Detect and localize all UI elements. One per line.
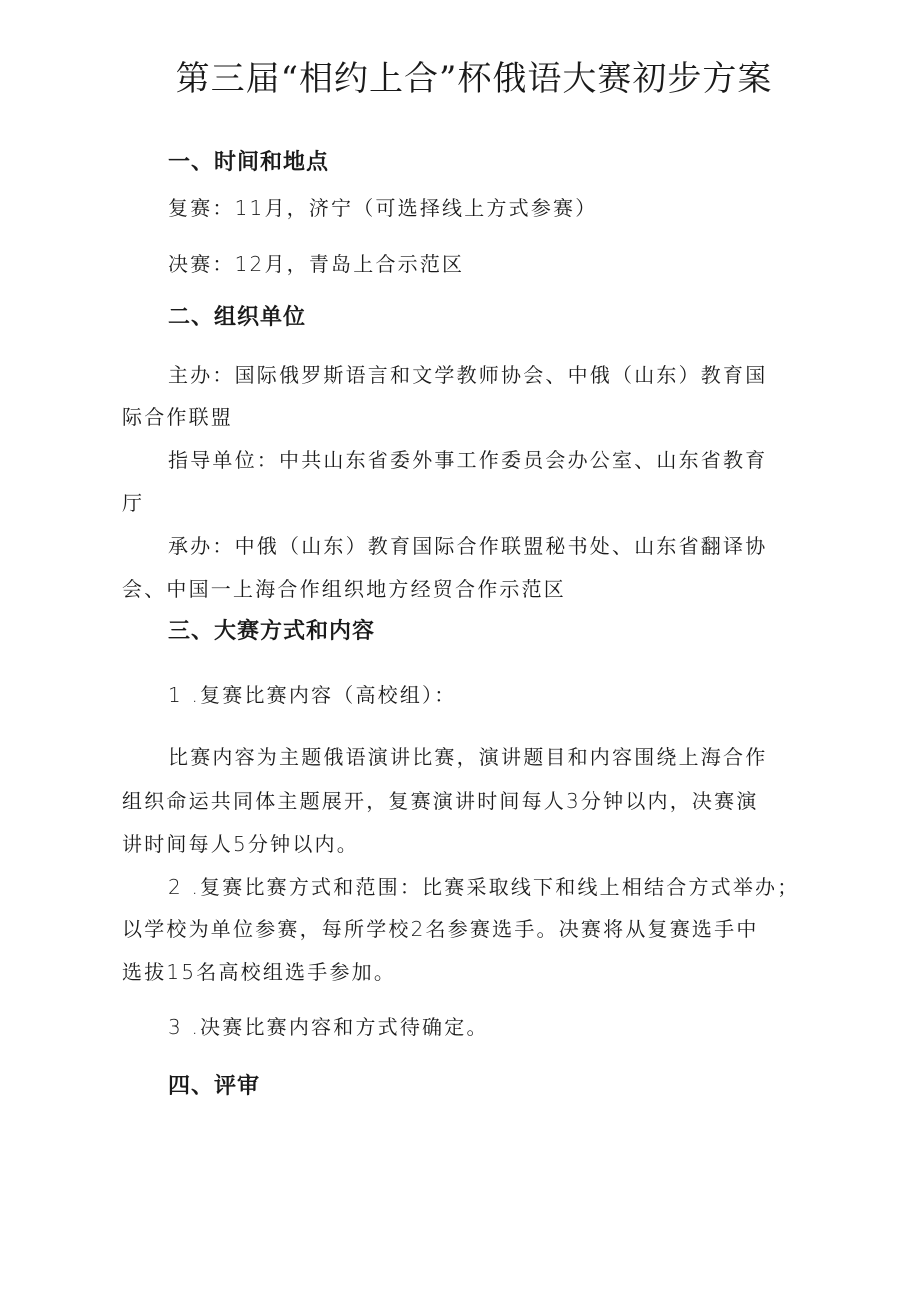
final-schedule-text: 决赛：12月，青岛上合示范区 xyxy=(168,252,465,276)
section-heading-time-place: 一、时间和地点 xyxy=(168,150,330,175)
content-para-line1: 比赛内容为主题俄语演讲比赛，演讲题目和内容围绕上海合作 xyxy=(168,745,768,769)
content-para-line2: 组织命运共同体主题展开，复赛演讲时间每人3分钟以内，决赛演 xyxy=(122,789,759,813)
document-title: 第三届“相约上合”杯俄语大赛初步方案 xyxy=(175,59,773,99)
host-text-line2: 际合作联盟 xyxy=(122,405,233,429)
content-para-line3: 讲时间每人5分钟以内。 xyxy=(122,832,359,856)
organizer-text-line1: 承办：中俄（山东）教育国际合作联盟秘书处、山东省翻译协 xyxy=(168,534,768,558)
organizer-text-line2: 会、中国一上海合作组织地方经贸合作示范区 xyxy=(122,577,566,601)
item1-text: 1 .复赛比赛内容（高校组）： xyxy=(168,683,457,707)
prelim-schedule-text: 复赛：11月，济宁（可选择线上方式参赛） xyxy=(168,196,598,220)
section-heading-format-content: 三、大赛方式和内容 xyxy=(168,619,376,644)
item2-text-line2: 以学校为单位参赛，每所学校2名参赛选手。决赛将从复赛选手中 xyxy=(122,917,759,941)
section-heading-review: 四、评审 xyxy=(168,1074,261,1099)
guide-text-line1: 指导单位：中共山东省委外事工作委员会办公室、山东省教育 xyxy=(168,448,768,472)
item2-text-line3: 选拔15名高校组选手参加。 xyxy=(122,960,397,984)
item2-text-line1: 2 .复赛比赛方式和范围：比赛采取线下和线上相结合方式举办； xyxy=(168,875,800,899)
section-heading-organizers: 二、组织单位 xyxy=(168,305,307,330)
guide-text-line2: 厅 xyxy=(122,491,145,515)
item3-text: 3 .决赛比赛内容和方式待确定。 xyxy=(168,1015,489,1039)
host-text-line1: 主办：国际俄罗斯语言和文学教师协会、中俄（山东）教育国 xyxy=(168,363,768,387)
